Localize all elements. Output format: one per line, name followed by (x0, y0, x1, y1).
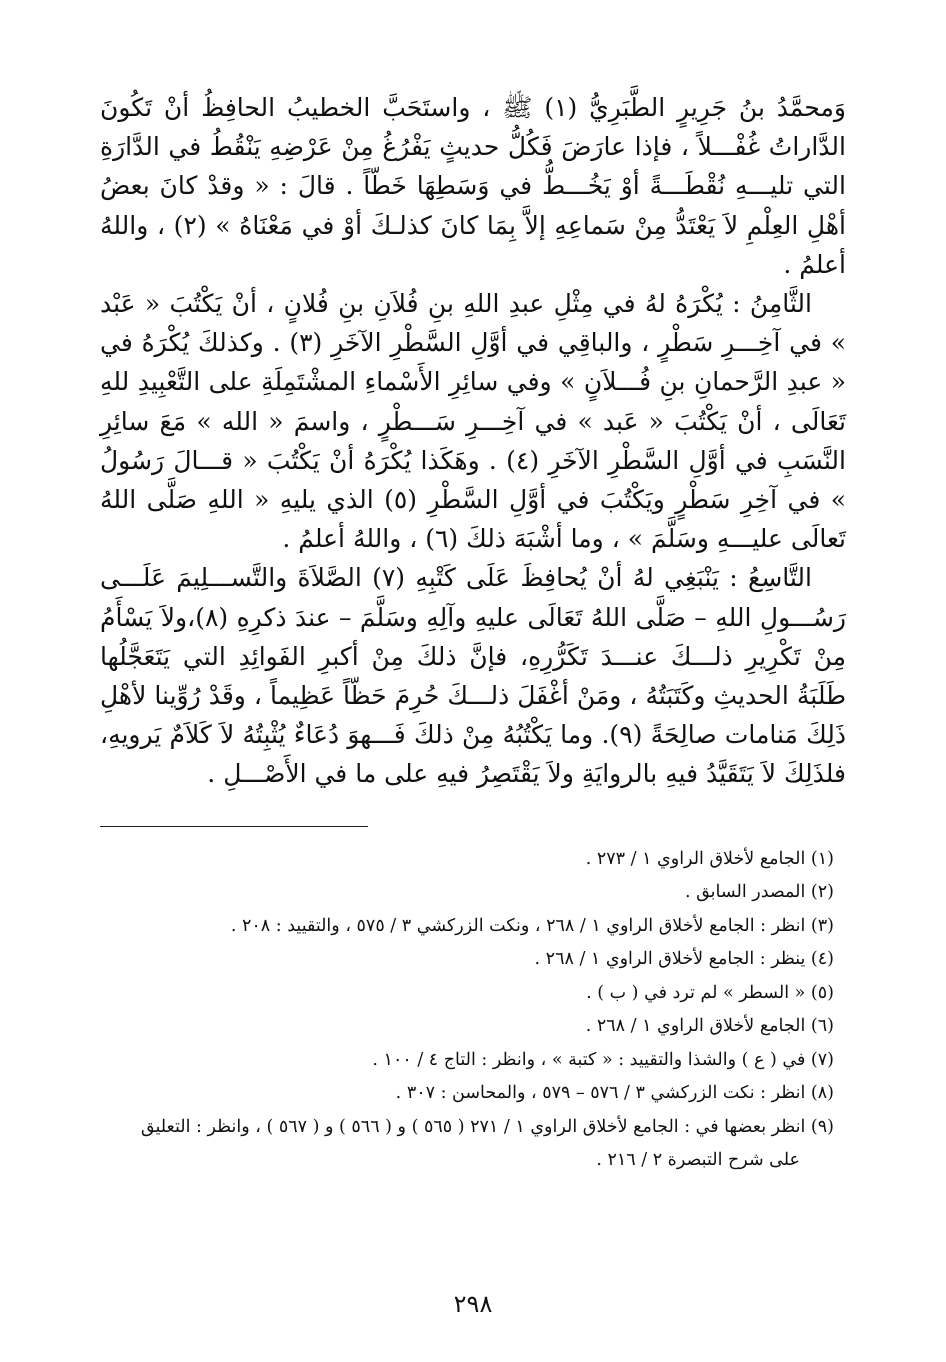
footnote-4: (٤) ينظر : الجامع لأخلاق الراوي ١ / ٢٦٨ . (534, 949, 834, 970)
footnote-9-line-1: (٩) انظر بعضها في : الجامع لأخلاق الراوي ١ / ٢٧١ ( ٥٦٥ ) و ( ٥٦٦ ) و ( ٥٦٧ ) ، وانظر : التعليق (140, 1116, 834, 1137)
page-number: ٢٩٨ (453, 1290, 493, 1318)
footnote-1: (١) الجامع لأخلاق الراوي ١ / ٢٧٣ . (585, 848, 834, 869)
paragraph-1: وَمحمَّدُ بنُ جَرِيرٍ الطَّبَرِيُّ (١) ﷺ ، واستَحَبَّ الخطيبُ الحافِظُ أنْ تَكُونَ الدَّاراتُ غُفْـــلاً ، فإذا عارَضَ فَكُلُّ حديثٍ يَفْرُغُ مِنْ عَرْضِهِ يَنْقُطُ في الدَّارَةِ التي تليـــهِ نُقْطَـــةً أوْ يَخُـــطُّ في وَسَطِهَا خَطّاً . قالَ : « وقدْ كانَ بعضُ أهْلِ العِلْمِ لاَ يَعْتَدُّ مِنْ سَماعِهِ إلاَّ بِمَا كانَ كذلـكَ أوْ في مَعْنَاهُ » (٢) ، واللهُ أعلمُ . (100, 93, 846, 279)
main-text (100, 88, 846, 794)
footnote-6: (٦) الجامع لأخلاق الراوي ١ / ٢٦٨ . (585, 1016, 834, 1037)
footnote-2: (٢) المصدر السابق . (684, 882, 834, 903)
paragraph-2: الثَّامِنُ : يُكْرَهُ لهُ في مِثْلِ عبدِ اللهِ بنِ فُلاَنِ بنِ فُلانٍ ، أنْ يَكْتُبَ « عَبْد » في آخِـــرِ سَطْرٍ ، والباقِي في أوَّلِ السَّطْرِ الآخَرِ (٣) . وكذلكَ يُكْرَهُ في « عبدِ الرَّحمانِ بنِ فُـــلاَنٍ » وفي سائِرِ الأَسْماءِ المشْتَمِلَةِ على التَّعْبِيدِ للهِ تَعَالَى ، أنْ يَكْتُبَ « عَبد » في آخِـــرِ سَـــطْرٍ ، واسمَ « الله » مَعَ سائِرِ النَّسَبِ في أوَّلِ السَّطْرِ الآخَرِ (٤) . وهَكَذا يُكْرَهُ أنْ يَكْتُبَ « قـــالَ رَسُولُ » في آخِرِ سَطْرٍ ويَكْتُبَ في أوَّلِ السَّطْرِ (٥) الذي يليهِ « اللهِ صَلَّى اللهُ تَعالَى عليـــهِ وسَلَّمَ » ، وما أشْبَهَ ذلكَ (٦) ، واللهُ أعلمُ . (100, 289, 846, 554)
footnotes (100, 843, 846, 1178)
footnote-8: (٨) انظر : نكت الزركشي ٣ / ٥٧٦ – ٥٧٩ ، والمحاسن : ٣٠٧ . (395, 1083, 834, 1104)
footnote-5: (٥) « السطر » لم ترد في ( ب ) . (586, 982, 834, 1003)
footnote-9 (100, 1111, 846, 1178)
footnote-7: (٧) في ( ع ) والشذا والتقييد : « كتبة » ، وانظر : التاج ٤ / ١٠٠ . (372, 1049, 834, 1070)
paragraph-3: التَّاسِعُ : يَنْبَغِي لهُ أنْ يُحافِظَ عَلَى كَتْبِهِ (٧) الصَّلاَةَ والتَّســـلِيمَ عَلَـــى رَسُـــولِ اللهِ – صَلَّى اللهُ تَعَالَى عليهِ وآلِهِ وسَلَّمَ – عندَ ذكرِهِ (٨)،ولاَ يَسْأَمُ مِنْ تَكْرِيرِ ذلـــكَ عنـــدَ تَكَرُّرِهِ، فإنَّ ذلكَ مِنْ أكبرِ الفَوائِدِ التي يَتَعَجَّلُها طَلَبَةُ الحديثِ وكَتَبَتُهُ ، ومَنْ أغْفَلَ ذلـــكَ حُرِمَ حَظّاً عَظِيماً ، وقَدْ رُوِّينا لأهْلِ ذَلِكَ مَنامات صالِحَةً (٩). وما يَكْتُبُهُ مِنْ ذلكَ فَـــهوَ دُعَاءٌ يُثْبِتُهُ لاَ كَلاَمٌ يَرويهِ، فلذَلِكَ لاَ يَتَقَيَّدُ فيهِ بالروايَةِ ولاَ يَقْتَصِرُ فيهِ على ما في الأَصْـــلِ . (100, 563, 847, 789)
footnote-separator (100, 826, 368, 827)
footnote-9-line-2: على شرح التبصرة ٢ / ٢١٦ . (596, 1150, 800, 1171)
footnote-3: (٣) انظر : الجامع لأخلاق الراوي ١ / ٢٦٨ ، ونكت الزركشي ٣ / ٥٧٥ ، والتقييد : ٢٠٨ . (230, 915, 834, 936)
